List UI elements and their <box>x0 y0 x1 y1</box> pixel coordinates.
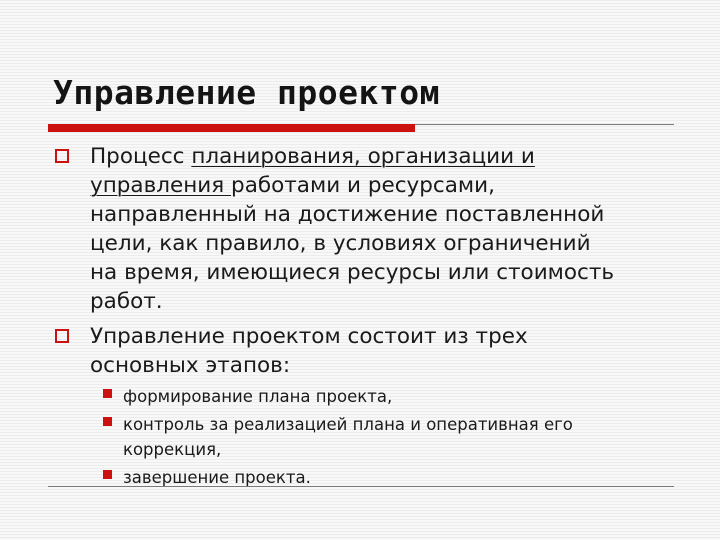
bullet-1-line-3: направленный на достижение поставленной <box>90 202 605 227</box>
bullet-1-line-1: Процесс планирования, организации и <box>90 144 535 169</box>
sub-bullet-3-line-1: завершение проекта. <box>123 468 311 487</box>
filled-square-icon <box>103 417 112 426</box>
bullet-2-line-1: Управление проектом состоит из трех <box>90 324 528 349</box>
filled-square-icon <box>103 470 112 479</box>
sub-bullet-1-text <box>123 384 693 409</box>
sub-bullet-2-text <box>123 412 693 462</box>
sub-bullet-2-line-1: контроль за реализацией плана и оперативная его <box>123 415 573 434</box>
bullet-1-line-2: управления работами и ресурсами, <box>90 173 495 198</box>
bullet-1-line-5: на время, имеющиеся ресурсы или стоимость <box>90 260 615 285</box>
sub-bullet-2-line-2: коррекция, <box>123 440 222 459</box>
bullet-1-line-4: цели, как правило, в условиях ограничений <box>90 231 591 256</box>
hollow-square-icon <box>55 149 69 163</box>
bottom-rule <box>48 486 674 487</box>
hollow-square-icon <box>55 329 69 343</box>
title-accent-bar <box>48 124 415 132</box>
slide-title: Управление проектом <box>53 73 440 112</box>
bullet-1-text <box>90 142 690 316</box>
filled-square-icon <box>103 389 112 398</box>
bullet-1-line-6: работ. <box>90 289 163 314</box>
bullet-2-line-2: основных этапов: <box>90 353 291 378</box>
bullet-2-text <box>90 322 690 380</box>
sub-bullet-1-line-1: формирование плана проекта, <box>123 387 393 406</box>
